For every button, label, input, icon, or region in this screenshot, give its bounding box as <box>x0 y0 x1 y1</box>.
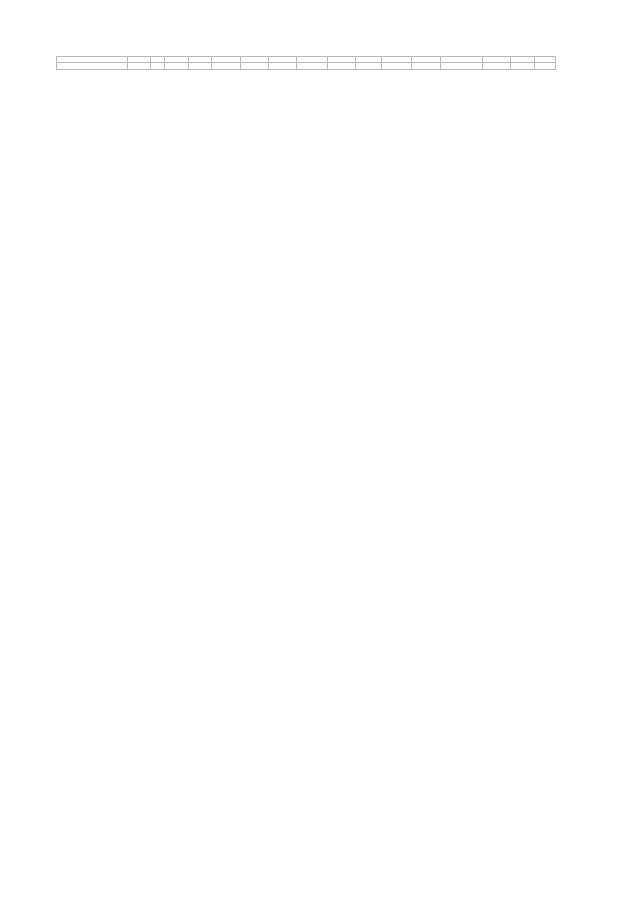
column-header <box>188 63 212 70</box>
column-header <box>297 63 328 70</box>
column-header <box>212 63 240 70</box>
column-header <box>412 63 440 70</box>
column-header <box>268 63 296 70</box>
column-header <box>57 63 128 70</box>
budget-table <box>56 56 556 70</box>
document-page <box>56 56 556 70</box>
column-header <box>511 63 535 70</box>
column-header <box>355 63 381 70</box>
column-header <box>165 63 189 70</box>
column-header <box>534 63 555 70</box>
column-header <box>381 63 412 70</box>
column-header <box>440 63 482 70</box>
column-header <box>327 63 355 70</box>
column-header <box>127 63 151 70</box>
column-header <box>240 63 268 70</box>
column-header <box>151 63 165 70</box>
table-header <box>57 57 556 70</box>
column-header <box>482 63 510 70</box>
